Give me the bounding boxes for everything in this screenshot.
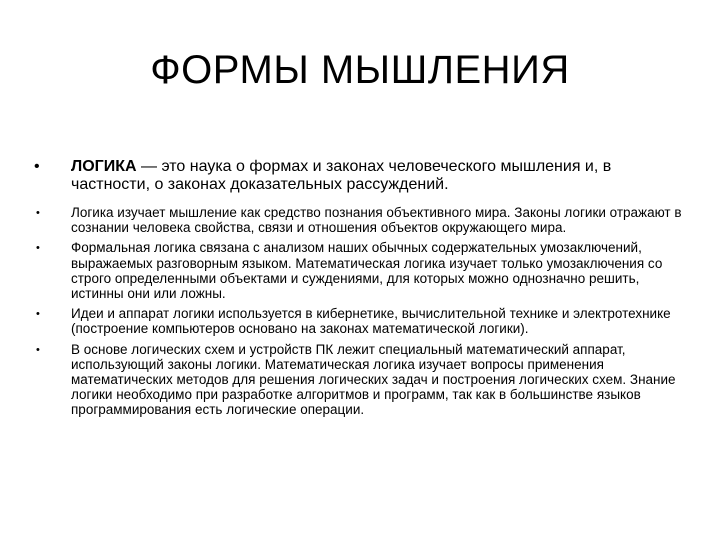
bullet-icon: •	[36, 242, 40, 255]
bullet-icon: •	[36, 308, 40, 321]
term-logic: ЛОГИКА	[71, 158, 137, 175]
list-item-text: Логика изучает мышление как средство познания объективного мира. Законы логики отражают в сознании человека свойства, связи и отношения объектов окружающего мира.	[71, 205, 682, 236]
list-item	[34, 342, 684, 418]
list-item-text: В основе логических схем и устройств ПК лежит специальный математический аппарат, использующий законы логики. Математическая логика изучает вопросы применения математических методов для решения логических задач и построения логических схем. Знание логики необходимо при разработке алгоритмов и программ, так как в большинстве языков программирования есть логические операции.	[71, 341, 676, 418]
bullet-icon: •	[36, 343, 40, 356]
list-item-text: Формальная логика связана с анализом наших обычных содержательных умозаключений, выражаемых разговорным языком. Математическая логика изучает только умозаключения со строго определенными объектами и суждениями, для которых можно однозначно решить, истинны они или ложны.	[71, 240, 663, 302]
list-item	[34, 240, 684, 301]
bullet-icon: •	[36, 207, 40, 219]
bullet-list	[34, 158, 684, 423]
list-item	[34, 205, 684, 235]
list-item-intro	[34, 158, 684, 194]
intro-text: — это наука о формах и законах человеческого мышления и, в частности, о законах доказательных рассуждений.	[71, 158, 612, 193]
list-item-text: Идеи и аппарат логики используется в кибернетике, вычислительной технике и электротехнике (построение компьютеров основано на законах математической логики).	[71, 306, 671, 337]
slide-title: ФОРМЫ МЫШЛЕНИЯ	[150, 48, 570, 92]
bullet-icon: •	[34, 158, 40, 175]
list-item	[34, 306, 684, 336]
